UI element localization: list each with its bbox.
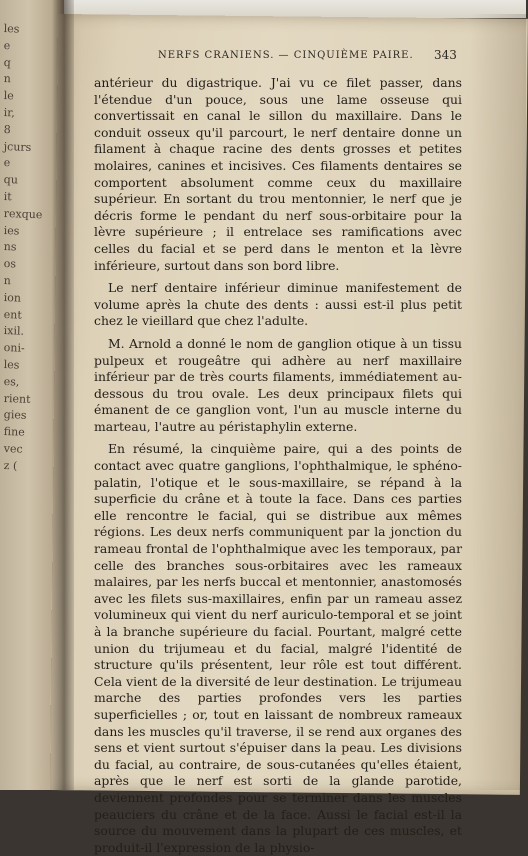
left-page-fragment: z (: [3, 458, 18, 473]
left-page-fragment: oni-: [3, 341, 25, 355]
left-page-fragment: it: [3, 190, 12, 204]
left-page-fragment: os: [3, 257, 17, 271]
left-page-fragment: es,: [3, 374, 20, 389]
body-text: [94, 75, 462, 856]
left-page-fragment: ir,: [3, 106, 16, 120]
left-page-fragment: vec: [3, 442, 23, 456]
left-page-fragment: ent: [3, 307, 23, 322]
header-title: NERFS CRANIENS. — CINQUIÈME PAIRE.: [158, 50, 414, 61]
book-gutter-shadow: [52, 0, 74, 790]
page-number: 343: [434, 48, 457, 62]
left-page-fragment: fine: [3, 425, 25, 439]
left-page-fragment: les: [3, 358, 20, 372]
paragraph: Le nerf dentaire inférieur diminue manifestement de volume après la chute des dents : aussi est-il plus petit chez le vieillard que chez l'adulte.: [94, 280, 462, 329]
left-page-fragment: gies: [3, 408, 27, 423]
left-page-fragment: jcurs: [3, 139, 32, 154]
page-edge-shade: [470, 14, 526, 790]
left-page-fragment: le: [3, 89, 15, 103]
paragraph: antérieur du digastrique. J'ai vu ce filet passer, dans l'étendue d'un pouce, sous une lame osseuse qui convertissait en canal le sillon du maxillaire. Dans le conduit osseux qu'il parcourt, le nerf dentaire donne un filament à chaque racine des dents grosses et petites molaires, canines et incisives. Ces filaments dentaires se comportent absolument comme ceux du maxillaire supérieur. En sortant du trou mentonnier, le nerf que je décris forme le pendant du nerf sous-orbitaire pour la lèvre supérieure ; il entrelace ses ramifications avec celles du facial et se perd dans le menton et la lèvre inférieure, surtout dans son bord libre.: [94, 75, 462, 273]
left-page-fragment: e: [3, 38, 11, 53]
running-header: [98, 50, 468, 66]
left-page-fragment: ixil.: [3, 324, 25, 339]
left-page-fragment: ion: [3, 290, 22, 305]
left-page-fragment: n: [3, 72, 12, 86]
paragraph: M. Arnold a donné le nom de ganglion otique à un tissu pulpeux et rougeâtre qui adhère au nerf maxillaire inférieur par de très courts filaments, immédiatement au-dessous du trou ovale. Les deux principaux filets qui émanent de ce ganglion vont, l'un au muscle interne du marteau, l'autre au péristaphylin externe.: [94, 335, 462, 434]
left-page-fragment: qu: [3, 173, 19, 187]
left-page-fragment: 8: [3, 122, 11, 137]
left-page-fragment: rexque: [3, 206, 43, 222]
left-page-fragment: n: [3, 274, 12, 288]
left-page-fragment: q: [3, 55, 12, 69]
left-page-fragment: e: [3, 156, 11, 170]
left-page-fragment: les: [3, 22, 20, 36]
left-page-fragment: ns: [3, 240, 17, 254]
left-page-fragment: rient: [3, 391, 31, 406]
left-page-fragment: ies: [3, 223, 20, 238]
paragraph: En résumé, la cinquième paire, qui a des points de contact avec quatre ganglions, l'ophthalmique, le sphéno-palatin, l'otique et le sous-maxillaire, se répand à la superficie du crâne et à toute la face. Dans ces parties elle rencontre le facial, qui se distribue aux mêmes régions. Les deux nerfs communiquent par la jonction du rameau frontal de l'ophthalmique avec les temporaux, par celle des branches sous-orbitaires avec les rameaux malaires, par les nerfs buccal et mentonnier, anastomosés avec les filets sus-maxillaires, enfin par un rameau assez volumineux qui vient du nerf auriculo-temporal et se joint à la branche supérieure du facial. Pourtant, malgré cette union du trijumeau et du facial, malgré l'identité de structure qu'ils présentent, leur rôle est tout différent. Cela vient de la diversité de leur destination. Le trijumeau marche des parties profondes vers les parties superficielles ; or, tout en laissant de nombreux rameaux dans les muscles qu'il traverse, il se rend aux organes des sens et vient surtout s'épuiser dans la peau. Les divisions du facial, au contraire, de sous-cutanées qu'elles étaient, après que le nerf est sorti de la glande parotide, deviennent profondes pour se terminer dans les muscles peauciers du crâne et de la face. Aussi le facial est-il la source du mouvement dans la plupart de ces muscles, et produit-il l'expression de la physio-: [94, 441, 462, 855]
